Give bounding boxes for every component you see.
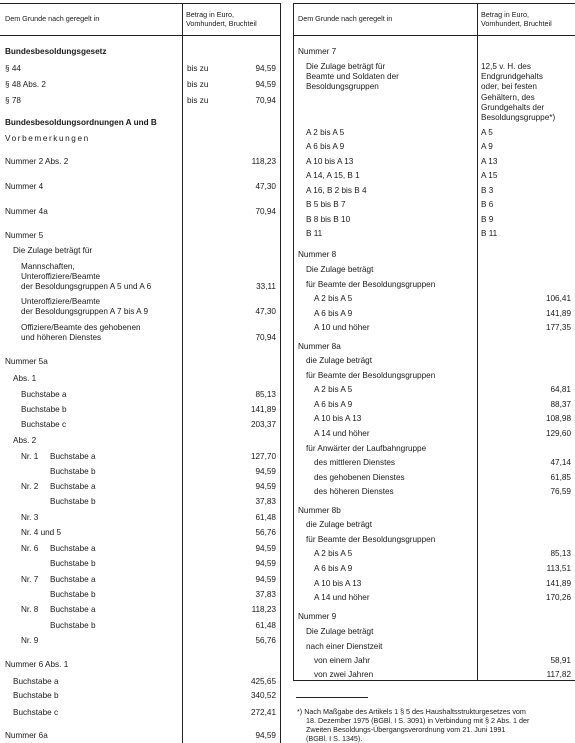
- row-value: A 5: [481, 128, 493, 137]
- row-value: 340,52: [250, 691, 276, 700]
- row-value: 70,94: [255, 333, 276, 342]
- row-label: Buchstabe a: [13, 677, 59, 686]
- row-value: 141,89: [545, 309, 571, 318]
- row-label: Die Zulage beträgt: [306, 627, 374, 636]
- row-sub: Buchstabe a: [50, 544, 96, 553]
- row-label: Nr. 1: [21, 452, 39, 461]
- row-label: Nr. 3: [21, 513, 39, 522]
- row-value: 47,14: [550, 458, 571, 467]
- row-value: 37,83: [255, 590, 276, 599]
- row-label: A 6 bis A 9: [306, 142, 345, 151]
- row-label: Abs. 2: [13, 436, 37, 445]
- row-value: 94,59: [255, 731, 276, 740]
- row-sub: Buchstabe a: [50, 482, 96, 491]
- row-value: A 15: [481, 171, 498, 180]
- row-value: 61,85: [550, 473, 571, 482]
- row-label: der Besoldungsgruppen A 5 und A 6: [21, 282, 152, 291]
- row-label: Buchstabe a: [21, 390, 67, 399]
- row-label: Die Zulage beträgt für: [306, 62, 386, 71]
- row-label: die Zulage beträgt: [306, 520, 372, 529]
- row-value: B 3: [481, 186, 494, 195]
- row-value: 56,76: [255, 636, 276, 645]
- row-label: Buchstabe b: [13, 691, 59, 700]
- row-value: 272,41: [250, 708, 276, 717]
- right-left-border: [293, 3, 294, 680]
- row-mid: bis zu: [187, 96, 209, 105]
- right-header-col1: Dem Grunde nach geregelt in: [298, 14, 393, 23]
- row-label: Die Zulage beträgt: [306, 265, 374, 274]
- row-value: Besoldungsgruppe*): [481, 113, 556, 122]
- row-label: Nr. 8: [21, 605, 39, 614]
- row-value: 47,30: [255, 182, 276, 191]
- row-label: A 2 bis A 5: [314, 549, 353, 558]
- row-value: 94,59: [255, 559, 276, 568]
- row-label: Unteroffiziere/Beamte: [21, 297, 101, 306]
- row-value: 127,70: [250, 452, 276, 461]
- row-label: A 14, A 15, B 1: [306, 171, 360, 180]
- row-value: 425,65: [250, 677, 276, 686]
- row-value: 56,76: [255, 528, 276, 537]
- left-header-rule: [0, 35, 280, 36]
- row-label: A 10 und höher: [314, 323, 370, 332]
- row-label: A 2 bis A 5: [314, 294, 353, 303]
- row-value: 85,13: [550, 549, 571, 558]
- row-value: 94,59: [255, 482, 276, 491]
- row-sub: Buchstabe b: [50, 467, 96, 476]
- row-label: Nr. 7: [21, 575, 39, 584]
- row-label: für Beamte der Besoldungsgruppen: [306, 371, 436, 380]
- row-label: Offiziere/Beamte des gehobenen: [21, 323, 141, 332]
- right-top-rule: [293, 3, 575, 4]
- row-value: 94,59: [255, 467, 276, 476]
- left-header-col1: Dem Grunde nach geregelt in: [5, 14, 100, 23]
- row-label: für Beamte der Besoldungsgruppen: [306, 535, 436, 544]
- row-sub: Buchstabe b: [50, 497, 96, 506]
- law-title: Bundesbesoldungsgesetz: [5, 47, 107, 56]
- row-label: A 6 bis A 9: [314, 400, 353, 409]
- row-label: Nummer 8a: [298, 342, 341, 351]
- right-header-col2-line1: Betrag in Euro,: [481, 10, 529, 19]
- footnote-line: Zweiten Besoldungs-Übergangsverordnung vom 21. Juni 1991: [306, 725, 506, 734]
- row-value: 129,60: [545, 429, 571, 438]
- row-sub: Buchstabe a: [50, 575, 96, 584]
- row-value: 47,30: [255, 307, 276, 316]
- left-header-col2-line2: Vomhundert, Bruchteil: [186, 19, 257, 28]
- left-header-col2-line1: Betrag in Euro,: [186, 10, 234, 19]
- row-label: A 2 bis A 5: [306, 128, 345, 137]
- row-label: Beamte und Soldaten der: [306, 72, 399, 81]
- row-label: des mittleren Dienstes: [314, 458, 395, 467]
- row-label: A 10 bis A 13: [314, 414, 362, 423]
- footnote-line: (BGBl. I S. 1345).: [306, 734, 363, 743]
- row-sub: Buchstabe b: [50, 590, 96, 599]
- row-label: Mannschaften,: [21, 262, 75, 271]
- row-value: 141,89: [545, 579, 571, 588]
- row-value: 108,98: [545, 414, 571, 423]
- row-label: B 11: [306, 229, 323, 238]
- row-label: Nr. 9: [21, 636, 39, 645]
- row-label: A 6 bis A 9: [314, 564, 353, 573]
- left-column-divider: [182, 3, 183, 743]
- row-mid: bis zu: [187, 64, 209, 73]
- row-value: B 6: [481, 200, 494, 209]
- row-value: 117,82: [546, 670, 571, 679]
- row-label: von zwei Jahren: [314, 670, 374, 679]
- row-label: Nr. 6: [21, 544, 39, 553]
- row-value: 58,91: [550, 656, 571, 665]
- right-column-divider: [477, 3, 478, 680]
- row-value: 170,26: [545, 593, 571, 602]
- row-label: Nummer 9: [298, 612, 337, 621]
- row-value: 203,37: [250, 420, 276, 429]
- row-value: 94,59: [255, 64, 276, 73]
- row-label: Unteroffiziere/Beamte: [21, 272, 101, 281]
- right-header-rule: [293, 35, 575, 36]
- row-label: A 14 und höher: [314, 593, 370, 602]
- row-value: Grundgehalts der: [481, 103, 545, 112]
- right-header-col2-line2: Vomhundert, Bruchteil: [481, 19, 552, 28]
- section-subtitle: Vorbemerkungen: [5, 134, 90, 143]
- row-value: Endgrundgehalts: [481, 72, 543, 81]
- left-top-rule: [0, 3, 280, 4]
- row-value: 33,11: [256, 282, 276, 291]
- row-value: 118,23: [251, 605, 276, 614]
- section-title: Bundesbesoldungsordnungen A und B: [5, 118, 157, 127]
- row-value: 37,83: [255, 497, 276, 506]
- row-label: die Zulage beträgt: [306, 356, 372, 365]
- row-label: Nummer 7: [298, 47, 337, 56]
- row-value: A 13: [481, 157, 498, 166]
- row-sub: Buchstabe a: [50, 452, 96, 461]
- row-label: Nummer 2 Abs. 2: [5, 157, 69, 166]
- row-sub: Buchstabe b: [50, 621, 96, 630]
- row-label: A 10 bis A 13: [306, 157, 354, 166]
- row-label: Nummer 4: [5, 182, 44, 191]
- row-label: Nummer 4a: [5, 207, 48, 216]
- row-value: 177,35: [545, 323, 571, 332]
- row-label: Nummer 6a: [5, 731, 48, 740]
- row-value: 61,48: [255, 621, 276, 630]
- row-sub: Buchstabe b: [50, 559, 96, 568]
- row-value: 12,5 v. H. des: [481, 62, 531, 71]
- row-label: Buchstabe c: [21, 420, 67, 429]
- row-value: 94,59: [255, 80, 276, 89]
- footnote-line: 18. Dezember 1975 (BGBl. I S. 3091) in Verbindung mit § 2 Abs. 1 der: [306, 716, 530, 725]
- row-label: A 14 und höher: [314, 429, 370, 438]
- row-value: 64,81: [550, 385, 571, 394]
- right-bottom-rule: [293, 680, 575, 681]
- row-label: § 44: [5, 64, 21, 73]
- row-label: für Anwärter der Laufbahngruppe: [306, 444, 427, 453]
- row-value: 113,51: [546, 564, 571, 573]
- row-value: 118,23: [251, 157, 276, 166]
- row-label: A 2 bis A 5: [314, 385, 353, 394]
- row-value: Gehältern, des: [481, 93, 535, 102]
- row-value: 61,48: [255, 513, 276, 522]
- row-value: 94,59: [255, 544, 276, 553]
- row-label: § 78: [5, 96, 21, 105]
- row-value: A 9: [481, 142, 493, 151]
- footnote-line: *) Nach Maßgabe des Artikels 1 § 5 des Haushaltsstrukturgesetzes vom: [297, 707, 526, 716]
- row-value: 85,13: [255, 390, 276, 399]
- row-label: Nummer 8b: [298, 506, 341, 515]
- row-label: A 16, B 2 bis B 4: [306, 186, 367, 195]
- row-label: Nummer 5a: [5, 357, 48, 366]
- row-label: des höheren Dienstes: [314, 487, 394, 496]
- row-label: Nummer 6 Abs. 1: [5, 660, 69, 669]
- row-label: Nr. 2: [21, 482, 39, 491]
- row-value: 70,94: [255, 207, 276, 216]
- row-label: Nr. 4 und 5: [21, 528, 62, 537]
- row-value: 106,41: [545, 294, 571, 303]
- row-value: 94,59: [255, 575, 276, 584]
- row-label: und höheren Dienstes: [21, 333, 102, 342]
- row-value: B 11: [481, 229, 498, 238]
- row-label: Besoldungsgruppen: [306, 82, 379, 91]
- row-value: 76,59: [550, 487, 571, 496]
- row-label: A 10 bis A 13: [314, 579, 362, 588]
- row-label: von einem Jahr: [314, 656, 370, 665]
- row-label: Nummer 5: [5, 231, 44, 240]
- row-label: Die Zulage beträgt für: [13, 246, 93, 255]
- footnote-rule: [296, 697, 368, 698]
- row-value: B 9: [481, 215, 494, 224]
- row-mid: bis zu: [187, 80, 209, 89]
- row-label: nach einer Dienstzeit: [306, 642, 383, 651]
- row-value: 88,37: [550, 400, 571, 409]
- row-sub: Buchstabe a: [50, 605, 96, 614]
- row-value: oder, bei festen: [481, 82, 537, 91]
- row-value: 141,89: [250, 405, 276, 414]
- row-label: B 8 bis B 10: [306, 215, 351, 224]
- row-label: Abs. 1: [13, 374, 37, 383]
- row-label: Buchstabe b: [21, 405, 67, 414]
- row-label: Nummer 8: [298, 250, 337, 259]
- row-label: des gehobenen Dienstes: [314, 473, 405, 482]
- row-label: der Besoldungsgruppen A 7 bis A 9: [21, 307, 149, 316]
- row-label: Buchstabe c: [13, 708, 59, 717]
- left-right-border: [280, 3, 281, 743]
- row-label: A 6 bis A 9: [314, 309, 353, 318]
- row-label: § 48 Abs. 2: [5, 80, 46, 89]
- row-label: für Beamte der Besoldungsgruppen: [306, 280, 436, 289]
- row-value: 70,94: [255, 96, 276, 105]
- row-label: B 5 bis B 7: [306, 200, 346, 209]
